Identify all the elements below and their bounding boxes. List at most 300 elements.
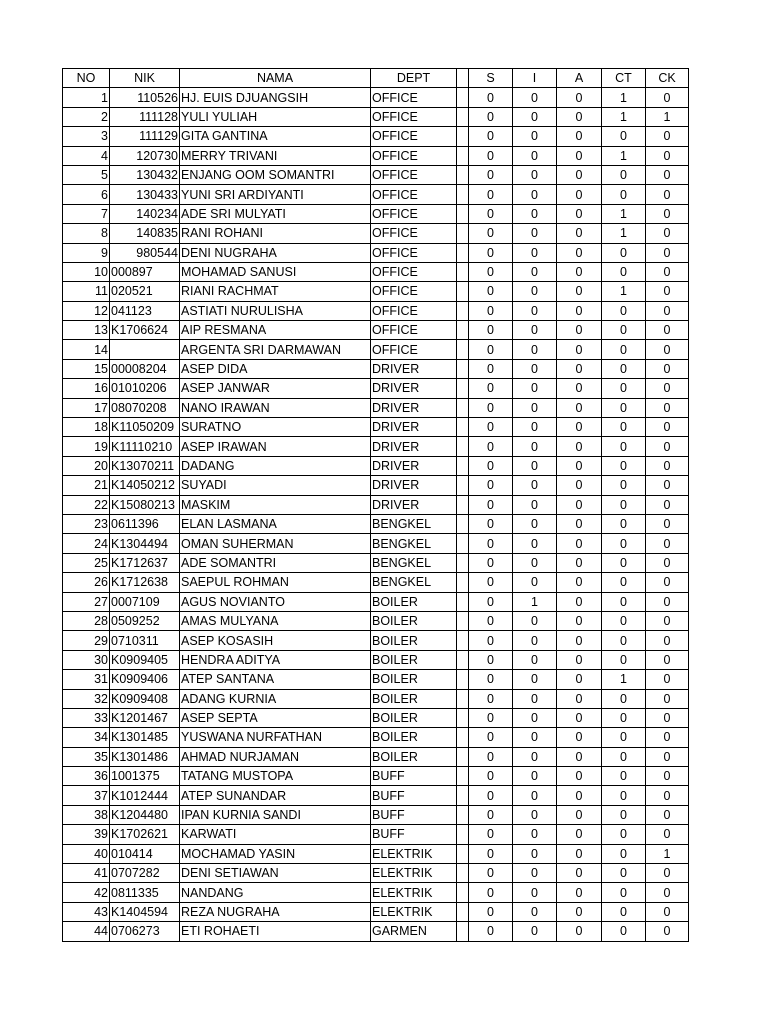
- row-i-cell: 0: [513, 146, 557, 165]
- row-dept-cell: BOILER: [371, 708, 457, 727]
- row-i-cell: 0: [513, 398, 557, 417]
- row-nama-cell: ADE SOMANTRI: [180, 553, 371, 572]
- row-i-cell: 0: [513, 243, 557, 262]
- row-dept-cell: OFFICE: [371, 165, 457, 184]
- row-nama-cell: TATANG MUSTOPA: [180, 767, 371, 786]
- row-nama-cell: ATEP SANTANA: [180, 670, 371, 689]
- row-no-cell: 9: [63, 243, 110, 262]
- row-s-cell: 0: [469, 301, 513, 320]
- row-a-cell: 0: [557, 340, 602, 359]
- row-blank-cell: [457, 359, 469, 378]
- row-nik-cell: 140234: [110, 204, 180, 223]
- row-a-cell: 0: [557, 767, 602, 786]
- row-ct-cell: 0: [602, 514, 646, 533]
- row-i-cell: 0: [513, 165, 557, 184]
- row-nik-cell: K1706624: [110, 321, 180, 340]
- row-a-cell: 0: [557, 146, 602, 165]
- row-a-cell: 0: [557, 728, 602, 747]
- row-nik-cell: K1712637: [110, 553, 180, 572]
- row-dept-cell: OFFICE: [371, 321, 457, 340]
- row-nama-cell: ELAN LASMANA: [180, 514, 371, 533]
- table-row: [63, 243, 689, 262]
- table-row: [63, 88, 689, 107]
- table-row: [63, 825, 689, 844]
- row-ct-cell: 0: [602, 592, 646, 611]
- row-dept-cell: OFFICE: [371, 146, 457, 165]
- row-blank-cell: [457, 418, 469, 437]
- row-no-cell: 6: [63, 185, 110, 204]
- row-s-cell: 0: [469, 340, 513, 359]
- row-i-cell: 0: [513, 902, 557, 921]
- row-a-cell: 0: [557, 476, 602, 495]
- table-row: [63, 359, 689, 378]
- row-ck-cell: 0: [646, 398, 689, 417]
- attendance-table: [62, 68, 689, 942]
- row-ct-cell: 0: [602, 728, 646, 747]
- row-i-cell: 0: [513, 224, 557, 243]
- row-no-cell: 4: [63, 146, 110, 165]
- row-i-cell: 0: [513, 262, 557, 281]
- row-blank-cell: [457, 922, 469, 941]
- table-row: [63, 495, 689, 514]
- row-s-cell: 0: [469, 88, 513, 107]
- row-s-cell: 0: [469, 185, 513, 204]
- row-dept-cell: OFFICE: [371, 282, 457, 301]
- row-a-cell: 0: [557, 379, 602, 398]
- table-row: [63, 514, 689, 533]
- row-i-cell: 0: [513, 359, 557, 378]
- row-a-cell: 0: [557, 708, 602, 727]
- row-ct-cell: 0: [602, 553, 646, 572]
- table-row: [63, 321, 689, 340]
- row-dept-cell: BOILER: [371, 747, 457, 766]
- row-nama-cell: ASTIATI NURULISHA: [180, 301, 371, 320]
- row-blank-cell: [457, 321, 469, 340]
- row-blank-cell: [457, 534, 469, 553]
- row-no-cell: 39: [63, 825, 110, 844]
- row-ck-cell: 0: [646, 243, 689, 262]
- header-row: [63, 69, 689, 88]
- row-i-cell: 0: [513, 301, 557, 320]
- row-dept-cell: DRIVER: [371, 476, 457, 495]
- row-blank-cell: [457, 844, 469, 863]
- row-blank-cell: [457, 301, 469, 320]
- row-a-cell: 0: [557, 204, 602, 223]
- row-nik-cell: 130433: [110, 185, 180, 204]
- row-nik-cell: 041123: [110, 301, 180, 320]
- row-i-cell: 0: [513, 553, 557, 572]
- row-no-cell: 13: [63, 321, 110, 340]
- table-row: [63, 805, 689, 824]
- row-a-cell: 0: [557, 592, 602, 611]
- row-ck-cell: 0: [646, 282, 689, 301]
- row-i-cell: 0: [513, 747, 557, 766]
- row-nik-cell: K1304494: [110, 534, 180, 553]
- row-s-cell: 0: [469, 805, 513, 824]
- row-blank-cell: [457, 592, 469, 611]
- table-row: [63, 224, 689, 243]
- row-ct-cell: 0: [602, 185, 646, 204]
- row-a-cell: 0: [557, 922, 602, 941]
- row-blank-cell: [457, 805, 469, 824]
- row-nik-cell: 01010206: [110, 379, 180, 398]
- row-ct-cell: 0: [602, 902, 646, 921]
- row-ck-cell: 0: [646, 786, 689, 805]
- row-a-cell: 0: [557, 224, 602, 243]
- row-dept-cell: BUFF: [371, 786, 457, 805]
- row-nik-cell: K1201467: [110, 708, 180, 727]
- row-ct-cell: 1: [602, 204, 646, 223]
- row-ct-cell: 1: [602, 282, 646, 301]
- row-no-cell: 1: [63, 88, 110, 107]
- row-i-cell: 0: [513, 611, 557, 630]
- row-nik-cell: 0707282: [110, 864, 180, 883]
- row-no-cell: 11: [63, 282, 110, 301]
- row-ck-cell: 1: [646, 844, 689, 863]
- row-a-cell: 0: [557, 747, 602, 766]
- table-row: [63, 146, 689, 165]
- row-dept-cell: OFFICE: [371, 224, 457, 243]
- row-ct-cell: 0: [602, 321, 646, 340]
- table-row: [63, 650, 689, 669]
- row-s-cell: 0: [469, 902, 513, 921]
- row-blank-cell: [457, 165, 469, 184]
- row-blank-cell: [457, 747, 469, 766]
- row-nik-cell: K0909408: [110, 689, 180, 708]
- row-nik-cell: K1301486: [110, 747, 180, 766]
- row-s-cell: 0: [469, 127, 513, 146]
- row-s-cell: 0: [469, 844, 513, 863]
- row-ck-cell: 0: [646, 262, 689, 281]
- row-nama-cell: ADE SRI MULYATI: [180, 204, 371, 223]
- row-dept-cell: ELEKTRIK: [371, 902, 457, 921]
- row-nama-cell: OMAN SUHERMAN: [180, 534, 371, 553]
- row-blank-cell: [457, 514, 469, 533]
- row-s-cell: 0: [469, 437, 513, 456]
- row-nik-cell: 111128: [110, 107, 180, 126]
- row-nama-cell: AHMAD NURJAMAN: [180, 747, 371, 766]
- row-nik-cell: K11110210: [110, 437, 180, 456]
- table-row: [63, 534, 689, 553]
- row-no-cell: 28: [63, 611, 110, 630]
- row-s-cell: 0: [469, 204, 513, 223]
- row-nik-cell: K14050212: [110, 476, 180, 495]
- table-row: [63, 107, 689, 126]
- row-ck-cell: 0: [646, 689, 689, 708]
- row-dept-cell: OFFICE: [371, 107, 457, 126]
- row-nama-cell: NANO IRAWAN: [180, 398, 371, 417]
- table-row: [63, 902, 689, 921]
- header-dept: DEPT: [371, 69, 457, 88]
- row-blank-cell: [457, 127, 469, 146]
- row-dept-cell: BOILER: [371, 650, 457, 669]
- row-a-cell: 0: [557, 805, 602, 824]
- header-nik: NIK: [110, 69, 180, 88]
- row-nama-cell: SAEPUL ROHMAN: [180, 573, 371, 592]
- row-s-cell: 0: [469, 573, 513, 592]
- row-blank-cell: [457, 437, 469, 456]
- row-nama-cell: HJ. EUIS DJUANGSIH: [180, 88, 371, 107]
- row-no-cell: 36: [63, 767, 110, 786]
- row-s-cell: 0: [469, 767, 513, 786]
- row-dept-cell: DRIVER: [371, 456, 457, 475]
- row-i-cell: 0: [513, 825, 557, 844]
- row-no-cell: 20: [63, 456, 110, 475]
- row-nama-cell: MOCHAMAD YASIN: [180, 844, 371, 863]
- row-no-cell: 35: [63, 747, 110, 766]
- row-nama-cell: ASEP DIDA: [180, 359, 371, 378]
- row-i-cell: 0: [513, 805, 557, 824]
- row-i-cell: 0: [513, 670, 557, 689]
- row-ck-cell: 0: [646, 864, 689, 883]
- row-dept-cell: OFFICE: [371, 301, 457, 320]
- row-dept-cell: ELEKTRIK: [371, 844, 457, 863]
- row-nama-cell: ARGENTA SRI DARMAWAN: [180, 340, 371, 359]
- row-s-cell: 0: [469, 146, 513, 165]
- row-no-cell: 44: [63, 922, 110, 941]
- row-s-cell: 0: [469, 476, 513, 495]
- row-blank-cell: [457, 728, 469, 747]
- row-i-cell: 0: [513, 728, 557, 747]
- row-nama-cell: HENDRA ADITYA: [180, 650, 371, 669]
- table-row: [63, 185, 689, 204]
- row-blank-cell: [457, 670, 469, 689]
- table-row: [63, 379, 689, 398]
- row-nama-cell: ASEP IRAWAN: [180, 437, 371, 456]
- row-ck-cell: 0: [646, 650, 689, 669]
- row-dept-cell: BUFF: [371, 825, 457, 844]
- row-s-cell: 0: [469, 689, 513, 708]
- row-a-cell: 0: [557, 553, 602, 572]
- row-a-cell: 0: [557, 262, 602, 281]
- table-row: [63, 844, 689, 863]
- table-row: [63, 611, 689, 630]
- row-a-cell: 0: [557, 127, 602, 146]
- row-no-cell: 29: [63, 631, 110, 650]
- row-nik-cell: [110, 340, 180, 359]
- row-ck-cell: 0: [646, 88, 689, 107]
- row-dept-cell: BOILER: [371, 670, 457, 689]
- row-i-cell: 0: [513, 922, 557, 941]
- row-no-cell: 30: [63, 650, 110, 669]
- row-ck-cell: 0: [646, 631, 689, 650]
- row-no-cell: 7: [63, 204, 110, 223]
- table-row: [63, 689, 689, 708]
- row-ct-cell: 0: [602, 825, 646, 844]
- row-nik-cell: K1702621: [110, 825, 180, 844]
- row-nik-cell: 0007109: [110, 592, 180, 611]
- row-ct-cell: 1: [602, 107, 646, 126]
- row-ck-cell: 0: [646, 127, 689, 146]
- row-nik-cell: 120730: [110, 146, 180, 165]
- row-ck-cell: 0: [646, 708, 689, 727]
- row-dept-cell: BENGKEL: [371, 514, 457, 533]
- row-no-cell: 33: [63, 708, 110, 727]
- row-a-cell: 0: [557, 321, 602, 340]
- table-row: [63, 883, 689, 902]
- row-nik-cell: K1301485: [110, 728, 180, 747]
- row-nama-cell: YUNI SRI ARDIYANTI: [180, 185, 371, 204]
- row-i-cell: 0: [513, 107, 557, 126]
- row-nama-cell: ENJANG OOM SOMANTRI: [180, 165, 371, 184]
- row-blank-cell: [457, 767, 469, 786]
- row-i-cell: 0: [513, 185, 557, 204]
- table-row: [63, 437, 689, 456]
- row-ck-cell: 0: [646, 146, 689, 165]
- row-nama-cell: RIANI RACHMAT: [180, 282, 371, 301]
- row-i-cell: 0: [513, 864, 557, 883]
- row-s-cell: 0: [469, 592, 513, 611]
- row-nama-cell: ETI ROHAETI: [180, 922, 371, 941]
- table-row: [63, 301, 689, 320]
- row-s-cell: 0: [469, 224, 513, 243]
- row-dept-cell: BENGKEL: [371, 553, 457, 572]
- table-row: [63, 708, 689, 727]
- row-ck-cell: 0: [646, 514, 689, 533]
- table-row: [63, 204, 689, 223]
- row-ck-cell: 0: [646, 379, 689, 398]
- row-ct-cell: 0: [602, 127, 646, 146]
- table-body: [63, 88, 689, 941]
- row-no-cell: 42: [63, 883, 110, 902]
- row-ck-cell: 0: [646, 437, 689, 456]
- row-nik-cell: 111129: [110, 127, 180, 146]
- row-s-cell: 0: [469, 747, 513, 766]
- row-blank-cell: [457, 204, 469, 223]
- row-i-cell: 0: [513, 708, 557, 727]
- row-ck-cell: 0: [646, 495, 689, 514]
- row-dept-cell: BUFF: [371, 805, 457, 824]
- row-nik-cell: 020521: [110, 282, 180, 301]
- row-i-cell: 0: [513, 573, 557, 592]
- row-s-cell: 0: [469, 922, 513, 941]
- table-row: [63, 282, 689, 301]
- row-nama-cell: NANDANG: [180, 883, 371, 902]
- table-row: [63, 418, 689, 437]
- row-a-cell: 0: [557, 534, 602, 553]
- row-nik-cell: 130432: [110, 165, 180, 184]
- row-a-cell: 0: [557, 359, 602, 378]
- row-blank-cell: [457, 88, 469, 107]
- row-ct-cell: 0: [602, 573, 646, 592]
- row-blank-cell: [457, 573, 469, 592]
- header-nama: NAMA: [180, 69, 371, 88]
- row-dept-cell: DRIVER: [371, 418, 457, 437]
- row-a-cell: 0: [557, 650, 602, 669]
- row-blank-cell: [457, 456, 469, 475]
- table-row: [63, 631, 689, 650]
- row-i-cell: 0: [513, 456, 557, 475]
- row-no-cell: 43: [63, 902, 110, 921]
- row-ck-cell: 0: [646, 805, 689, 824]
- header-ck: CK: [646, 69, 689, 88]
- row-a-cell: 0: [557, 864, 602, 883]
- row-dept-cell: BUFF: [371, 767, 457, 786]
- row-ct-cell: 0: [602, 418, 646, 437]
- row-s-cell: 0: [469, 282, 513, 301]
- table-row: [63, 922, 689, 941]
- row-a-cell: 0: [557, 107, 602, 126]
- row-s-cell: 0: [469, 728, 513, 747]
- row-a-cell: 0: [557, 185, 602, 204]
- row-nik-cell: 980544: [110, 243, 180, 262]
- row-nama-cell: AMAS MULYANA: [180, 611, 371, 630]
- row-nik-cell: 1001375: [110, 767, 180, 786]
- row-ct-cell: 0: [602, 611, 646, 630]
- row-no-cell: 3: [63, 127, 110, 146]
- row-dept-cell: OFFICE: [371, 262, 457, 281]
- row-blank-cell: [457, 107, 469, 126]
- row-s-cell: 0: [469, 321, 513, 340]
- row-a-cell: 0: [557, 611, 602, 630]
- row-ck-cell: 0: [646, 573, 689, 592]
- row-ck-cell: 0: [646, 476, 689, 495]
- row-no-cell: 24: [63, 534, 110, 553]
- row-ck-cell: 0: [646, 883, 689, 902]
- row-s-cell: 0: [469, 165, 513, 184]
- row-no-cell: 12: [63, 301, 110, 320]
- row-s-cell: 0: [469, 359, 513, 378]
- row-no-cell: 26: [63, 573, 110, 592]
- row-nama-cell: SUYADI: [180, 476, 371, 495]
- row-blank-cell: [457, 262, 469, 281]
- row-nama-cell: YULI YULIAH: [180, 107, 371, 126]
- row-dept-cell: BOILER: [371, 592, 457, 611]
- row-nik-cell: K1012444: [110, 786, 180, 805]
- table-row: [63, 398, 689, 417]
- table-row: [63, 127, 689, 146]
- row-ct-cell: 0: [602, 689, 646, 708]
- row-i-cell: 0: [513, 534, 557, 553]
- row-nik-cell: K0909405: [110, 650, 180, 669]
- row-dept-cell: DRIVER: [371, 437, 457, 456]
- row-ck-cell: 0: [646, 670, 689, 689]
- row-blank-cell: [457, 146, 469, 165]
- row-ct-cell: 0: [602, 262, 646, 281]
- row-nama-cell: GITA GANTINA: [180, 127, 371, 146]
- row-s-cell: 0: [469, 553, 513, 572]
- header-i: I: [513, 69, 557, 88]
- row-a-cell: 0: [557, 456, 602, 475]
- table-row: [63, 476, 689, 495]
- row-ck-cell: 0: [646, 204, 689, 223]
- row-ct-cell: 1: [602, 670, 646, 689]
- row-ct-cell: 0: [602, 534, 646, 553]
- row-i-cell: 0: [513, 844, 557, 863]
- row-s-cell: 0: [469, 398, 513, 417]
- row-ck-cell: 0: [646, 165, 689, 184]
- row-s-cell: 0: [469, 786, 513, 805]
- row-dept-cell: OFFICE: [371, 243, 457, 262]
- row-ck-cell: 0: [646, 534, 689, 553]
- row-nik-cell: 00008204: [110, 359, 180, 378]
- row-nik-cell: K15080213: [110, 495, 180, 514]
- row-blank-cell: [457, 864, 469, 883]
- row-nama-cell: AIP RESMANA: [180, 321, 371, 340]
- row-i-cell: 0: [513, 379, 557, 398]
- row-a-cell: 0: [557, 844, 602, 863]
- row-dept-cell: BOILER: [371, 689, 457, 708]
- row-nik-cell: 0710311: [110, 631, 180, 650]
- row-nama-cell: ATEP SUNANDAR: [180, 786, 371, 805]
- row-ct-cell: 0: [602, 883, 646, 902]
- header-a: A: [557, 69, 602, 88]
- row-blank-cell: [457, 689, 469, 708]
- row-ck-cell: 0: [646, 553, 689, 572]
- row-ct-cell: 0: [602, 844, 646, 863]
- row-s-cell: 0: [469, 825, 513, 844]
- row-nama-cell: MASKIM: [180, 495, 371, 514]
